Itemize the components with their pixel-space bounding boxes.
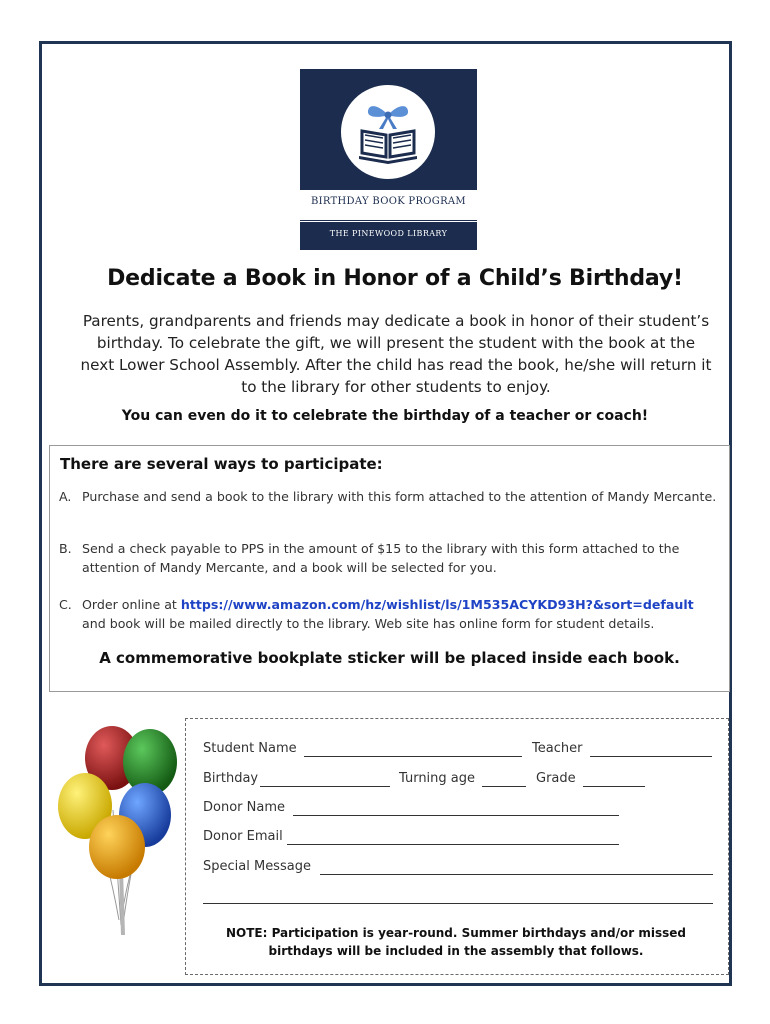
note-line-2: birthdays will be included in the assembly that follows. <box>268 944 644 958</box>
turning-age-field[interactable] <box>482 786 526 787</box>
student-name-field[interactable] <box>304 756 522 757</box>
option-text: Purchase and send a book to the library with this form attached to the attention of Mandy Mercante. <box>82 489 717 504</box>
book-with-bow-icon <box>341 85 435 179</box>
participation-note <box>206 924 706 960</box>
special-message-label: Special Message <box>203 859 311 874</box>
library-name: THE PINEWOOD LIBRARY <box>329 229 448 238</box>
option-text: Send a check payable to PPS in the amount of $15 to the library with this form attached to the attention of Mandy Mercante, and a book will be selected for you. <box>82 541 680 575</box>
ways-title: There are several ways to participate: <box>60 455 383 473</box>
program-logo <box>300 69 477 250</box>
program-name: BIRTHDAY BOOK PROGRAM <box>311 196 466 207</box>
logo-divider <box>300 221 477 222</box>
birthday-field[interactable] <box>260 786 390 787</box>
option-letter: A. <box>59 489 72 504</box>
intro-paragraph: Parents, grandparents and friends may dedicate a book in honor of their student’s birthday. To celebrate the gift, we will present the student with the book at the next Lower School Assembly. After the child has read the book, he/she will return it to the library for other students to enjoy. <box>80 312 712 396</box>
donor-name-label: Donor Name <box>203 800 285 815</box>
option-b <box>59 539 719 577</box>
page-title: Dedicate a Book in Honor of a Child’s Birthday! <box>107 266 683 291</box>
donor-email-field[interactable] <box>287 844 619 845</box>
donor-email-label: Donor Email <box>203 829 283 844</box>
option-text <box>82 595 719 633</box>
grade-field[interactable] <box>583 786 645 787</box>
birthday-label: Birthday <box>203 771 259 786</box>
teacher-field[interactable] <box>590 756 712 757</box>
grade-label: Grade <box>536 771 576 786</box>
option-c <box>59 595 719 633</box>
donor-name-field[interactable] <box>293 815 619 816</box>
teacher-label: Teacher <box>532 741 583 756</box>
special-message-field[interactable] <box>320 874 713 875</box>
turning-age-label: Turning age <box>399 771 476 786</box>
student-name-label: Student Name <box>203 741 297 756</box>
option-letter: C. <box>59 597 72 612</box>
option-a <box>59 487 719 506</box>
option-suffix: and book will be mailed directly to the library. Web site has online form for student details. <box>82 616 655 631</box>
balloons-image <box>55 720 180 945</box>
logo-circle <box>341 85 435 179</box>
ways-to-participate-box <box>49 445 730 692</box>
sticker-note: A commemorative bookplate sticker will be placed inside each book. <box>99 649 680 667</box>
note-line-1: NOTE: Participation is year-round. Summer birthdays and/or missed <box>225 926 686 940</box>
teacher-note: You can even do it to celebrate the birthday of a teacher or coach! <box>121 408 649 424</box>
special-message-field-line2[interactable] <box>203 903 713 904</box>
dedication-form <box>185 718 729 975</box>
wishlist-link[interactable]: https://www.amazon.com/hz/wishlist/ls/1M535ACYKD93H?&sort=default <box>180 597 694 612</box>
option-letter: B. <box>59 541 72 556</box>
option-prefix: Order online at <box>82 597 181 612</box>
